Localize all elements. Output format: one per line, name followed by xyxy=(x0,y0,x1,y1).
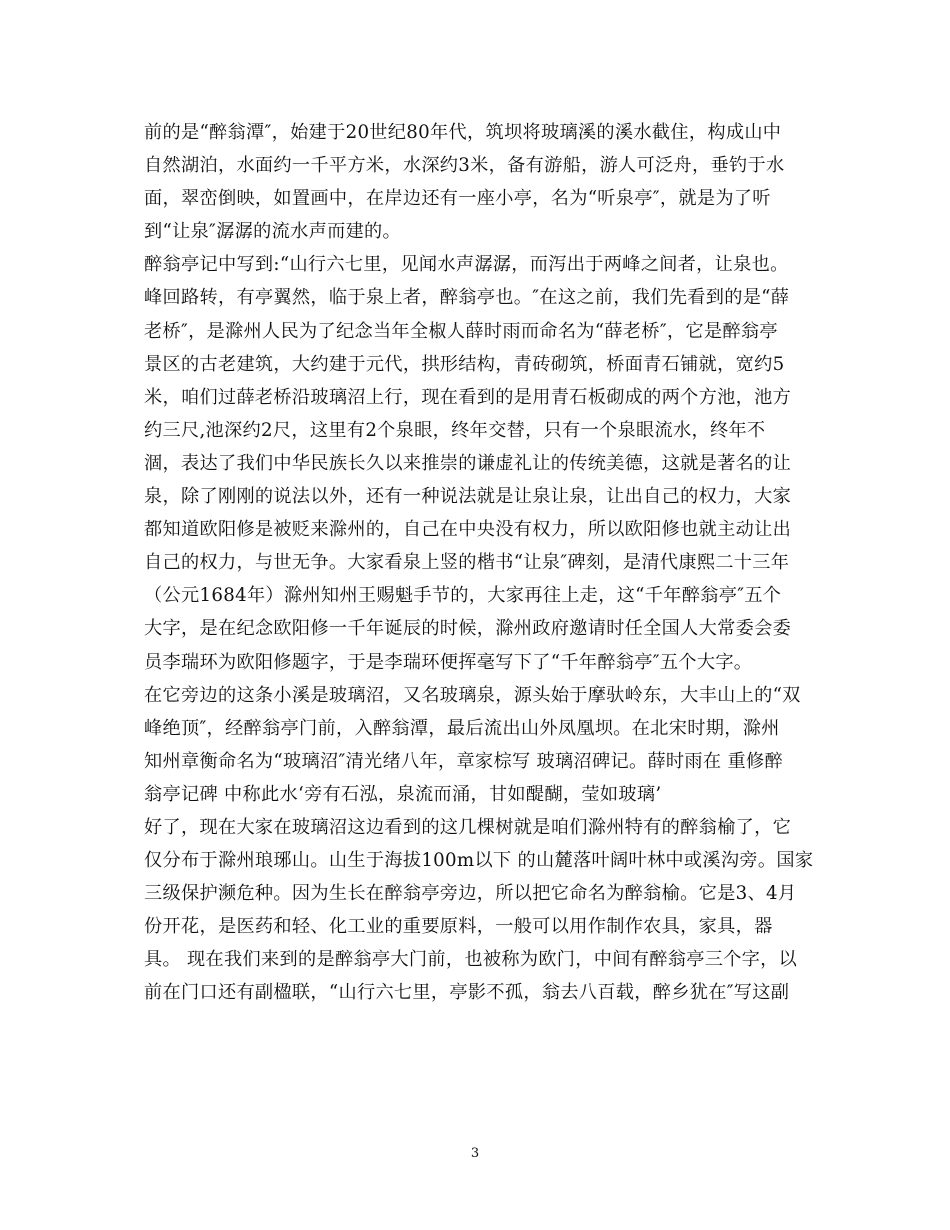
text-line: 米，咱们过薛老桥沿玻璃沼上行，现在看到的是用青石板砌成的两个方池，池方 xyxy=(144,386,792,408)
text-line: 具。 现在我们来到的是醉翁亭大门前，也被称为欧门，中间有醉翁亭三个字，以 xyxy=(144,949,798,971)
text-line: （公元1684年）滁州知州王赐魁手节的，大家再往上走，这“千年醉翁亭″五个 xyxy=(144,585,782,607)
text-line: 都知道欧阳修是被贬来滁州的，自己在中央没有权力，所以欧阳修也就主动让出 xyxy=(144,519,792,541)
text-line: 面，翠峦倒映，如置画中，在岸边还有一座小亭，名为“听泉亭″，就是为了听 xyxy=(144,188,771,210)
text-line: 泉，除了刚刚的说法以外，还有一种说法就是让泉让泉，让出自己的权力，大家 xyxy=(144,486,792,508)
text-line: 员李瑞环为欧阳修题字，于是李瑞环便挥毫写下了“千年醉翁亭″五个大字。 xyxy=(144,651,753,673)
text-line: 三级保护濒危种。因为生长在醉翁亭旁边，所以把它命名为醉翁榆。它是3、4月 xyxy=(144,883,797,905)
text-line: 约三尺,池深约2尺，这里有2个泉眼，终年交替，只有一个泉眼流水，终年不 xyxy=(144,419,766,441)
text-line: 到“让泉″潺潺的流水声而建的。 xyxy=(144,221,402,243)
text-line: 老桥″，是滁州人民为了纪念当年全椒人薛时雨而命名为“薛老桥″，它是醉翁亭 xyxy=(144,320,778,342)
text-line: 涸，表达了我们中华民族长久以来推崇的谦虚礼让的传统美德，这就是著名的让 xyxy=(144,452,792,474)
text-line: 知州章衡命名为“玻璃沼″清光绪八年，章家棕写 玻璃沼碑记。薛时雨在 重修醉 xyxy=(144,750,783,772)
text-line: 自己的权力，与世无争。大家看泉上竖的楷书“让泉″碑刻，是清代康熙二十三年 xyxy=(144,552,790,574)
text-line: 峰绝顶″，经醉翁亭门前，入醉翁潭，最后流出山外凤凰坝。在北宋时期，滁州 xyxy=(144,717,780,739)
text-line: 仅分布于滁州琅琊山。山生于海拔100m以下 的山麓落叶阔叶林中或溪沟旁。国家 xyxy=(144,850,814,872)
text-line: 好了，现在大家在玻璃沼这边看到的这几棵树就是咱们滁州特有的醉翁榆了，它 xyxy=(144,816,792,838)
text-line: 前在门口还有副楹联，“山行六七里，亭影不孤，翁去八百载，醉乡犹在″写这副 xyxy=(144,982,790,1004)
body-text xyxy=(144,116,814,1010)
text-line: 醉翁亭记中写到:“山行六七里，见闻水声潺潺，而泻出于两峰之间者，让泉也。 xyxy=(144,254,789,276)
text-line: 前的是“醉翁潭″，始建于20世纪80年代，筑坝将玻璃溪的溪水截住，构成山中 xyxy=(144,122,782,143)
text-line: 景区的古老建筑，大约建于元代，拱形结构，青砖砌筑，桥面青石铺就，宽约5 xyxy=(144,353,785,375)
page-number: 3 xyxy=(470,1146,480,1161)
text-line: 自然湖泊，水面约一千平方米，水深约3米，备有游船，游人可泛舟，垂钓于水 xyxy=(144,155,785,177)
text-line: 翁亭记碑 中称此水‘旁有石泓，泉流而涌，甘如醍醐，莹如玻璃’ xyxy=(144,783,662,805)
text-line: 份开花，是医药和轻、化工业的重要原料，一般可以用作制作农具，家具，器 xyxy=(144,916,773,938)
text-line: 在它旁边的这条小溪是玻璃沼，又名玻璃泉，源头始于摩驮岭东，大丰山上的“双 xyxy=(144,684,801,706)
text-line: 大字，是在纪念欧阳修一千年诞辰的时候，滁州政府邀请时任全国人大常委会委 xyxy=(144,618,792,640)
text-line: 峰回路转，有亭翼然，临于泉上者，醉翁亭也。″在这之前，我们先看到的是“薛 xyxy=(144,287,790,309)
